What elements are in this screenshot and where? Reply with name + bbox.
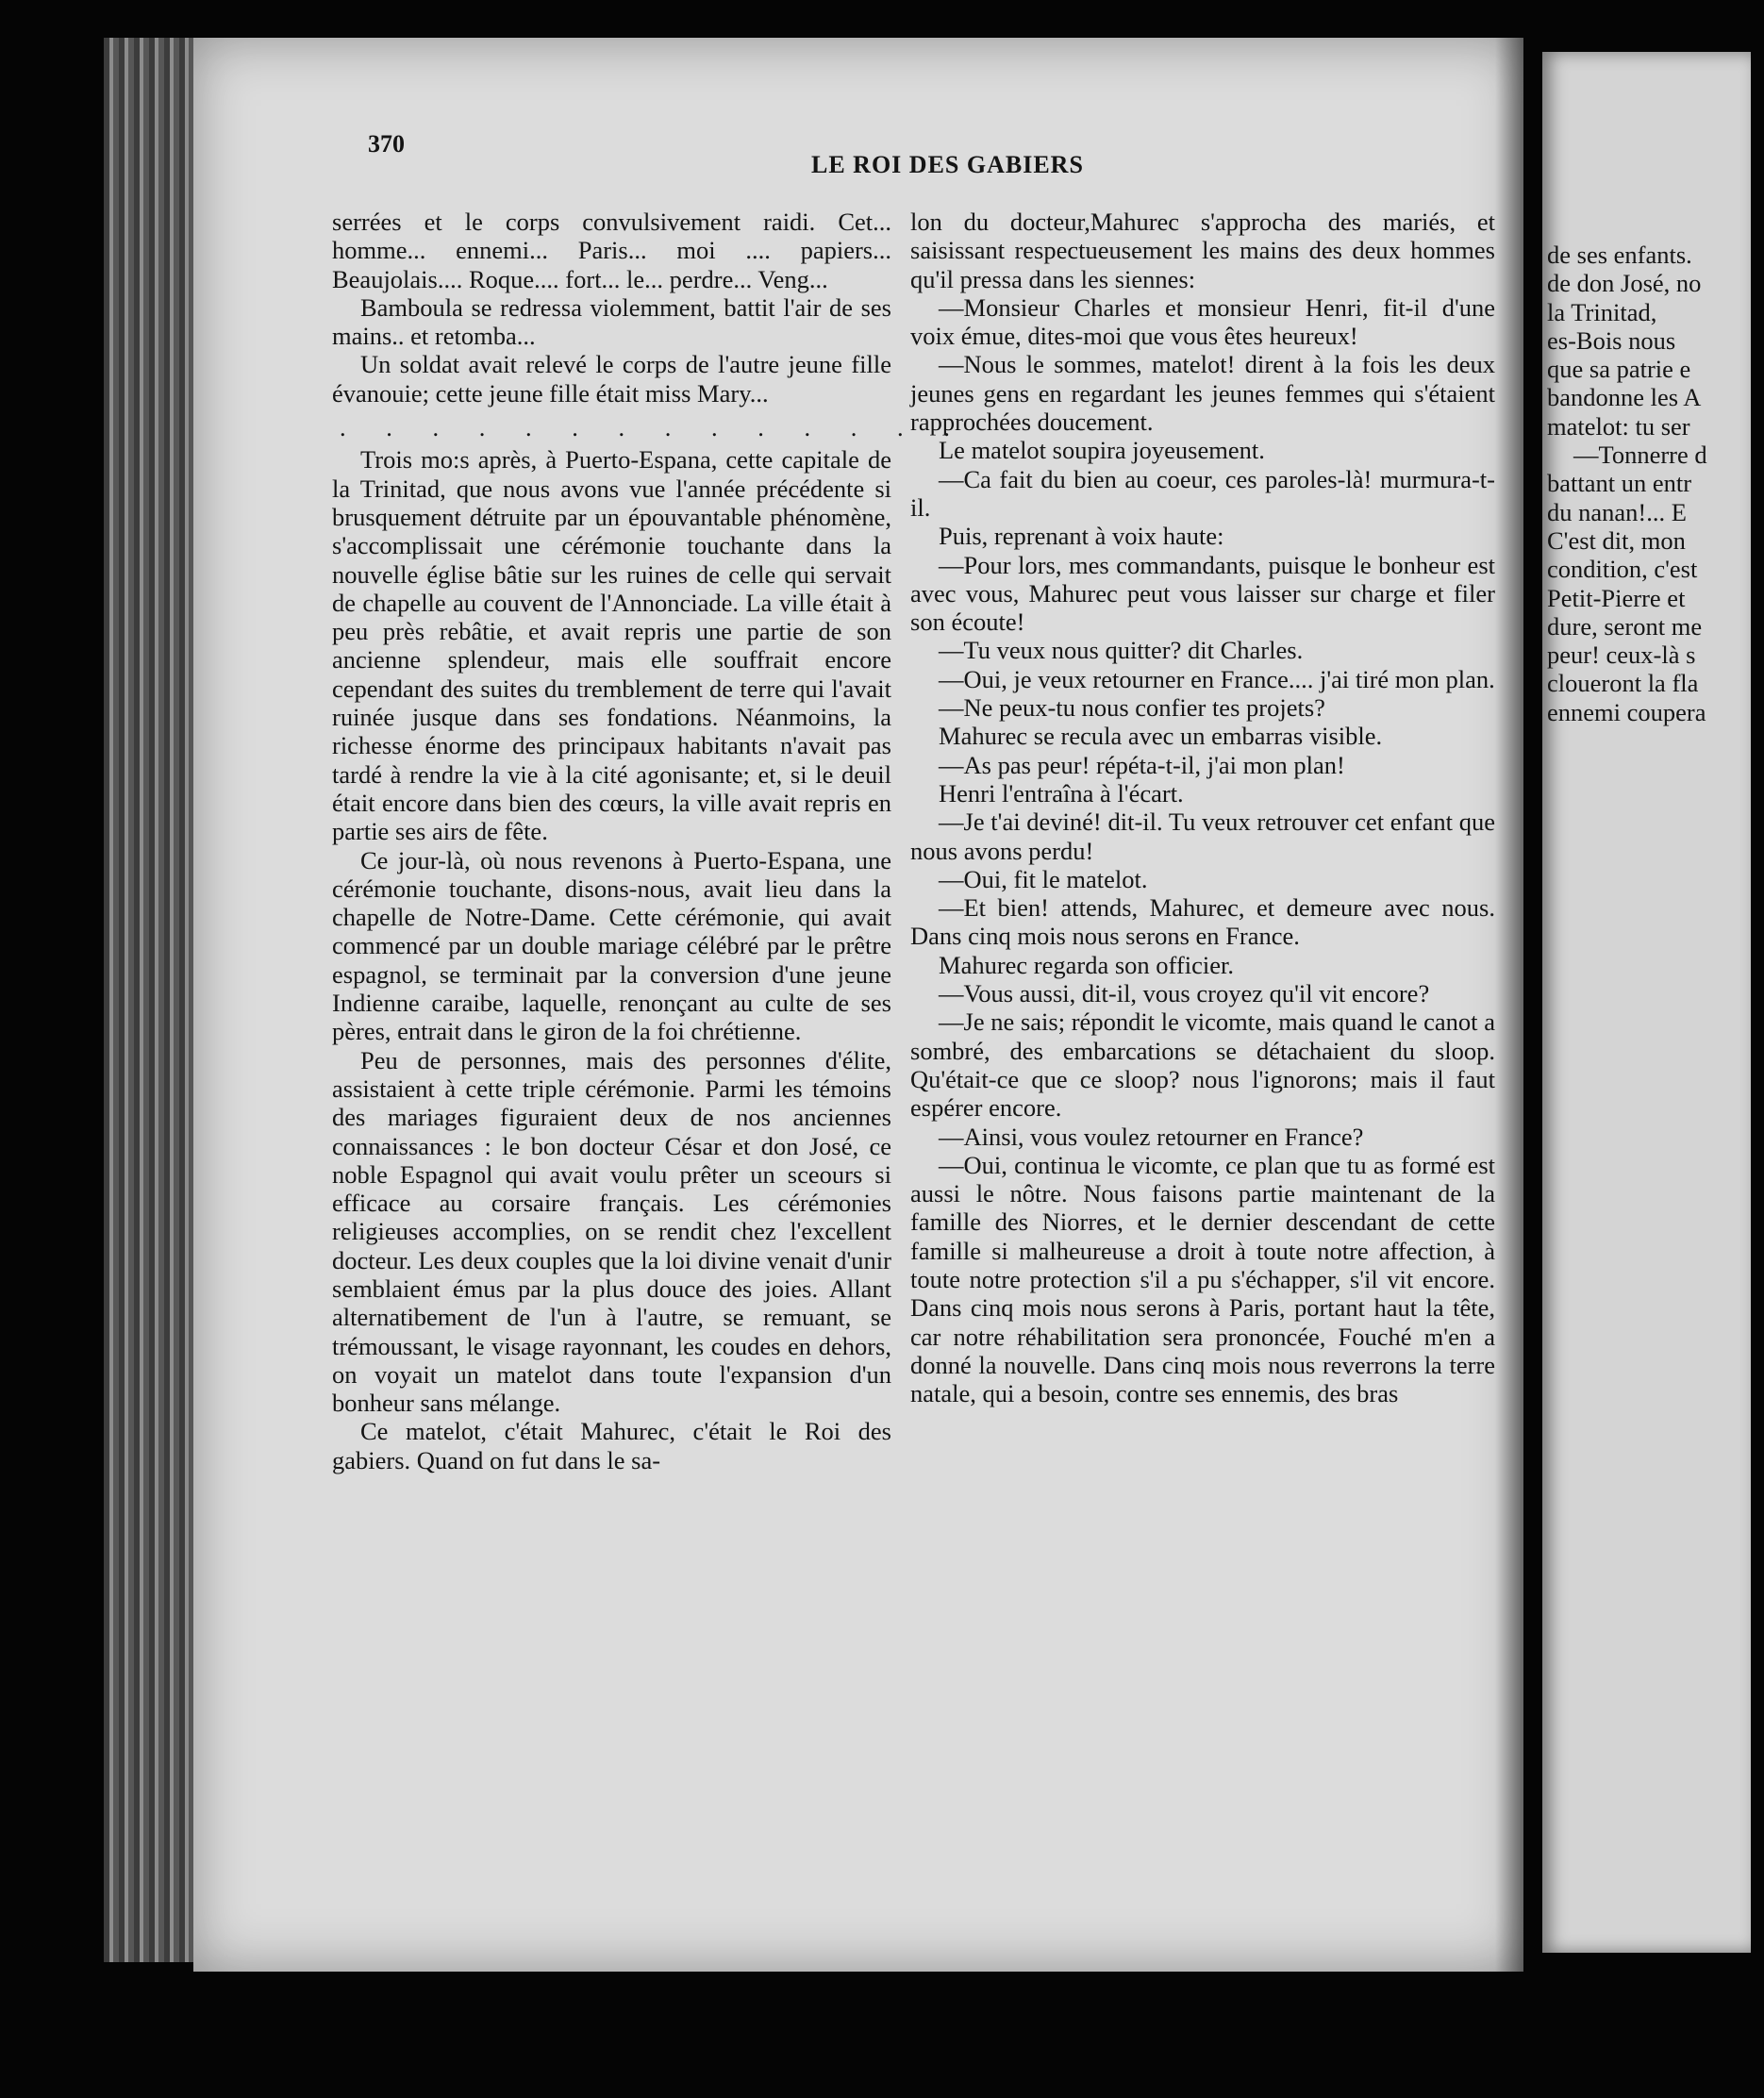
page-number: 370	[368, 130, 405, 158]
paragraph: lon du docteur,Mahurec s'approcha des mariés, et saisissant respectueusement les mains des deux hommes qu'il pressa dans les siennes:	[910, 208, 1495, 293]
fragment-line: bandonne les A	[1547, 383, 1702, 412]
right-text-column	[910, 208, 1495, 1407]
fragment-line: C'est dit, mon	[1547, 525, 1686, 555]
fragment-line: dure, seront me	[1547, 611, 1703, 641]
fragment-line: cloueront la fla	[1547, 669, 1699, 698]
fragment-line: Petit-Pierre et	[1547, 583, 1686, 612]
running-head: LE ROI DES GABIERS	[811, 151, 1084, 178]
paragraph: Trois mo:s après, à Puerto-Espana, cette capitale de la Trinitad, que nous avons vue l'année précédente si brusquement détruite par un épouvantable phénomène, s'accomplissait une cérémonie touchante dans la nouvelle église bâtie sur les ruines de celle qui servait de chapelle au couvent de l'Annonciade. La ville était à peu près rebâtie, et avait repris une partie de son ancienne splendeur, mais elle souffrait encore cependant des suites du tremblement de terre qui l'avait ruinée jusque dans ses fondations. Néanmoins, la richesse énorme des principaux habitants n'avait pas tardé à rendre la vie à la cité agonisante; et, si le deuil était encore dans bien des cœurs, la ville avait repris en partie ses airs de fête.	[332, 445, 891, 846]
paragraph: Mahurec se recula avec un embarras visible.	[939, 722, 1383, 751]
fragment-line: la Trinitad,	[1547, 297, 1657, 326]
paragraph: Henri l'entraîna à l'écart.	[939, 778, 1184, 808]
paragraph: serrées et le corps convulsivement raidi. Cet... homme... ennemi... Paris... moi .... papiers... Beaujolais.... Roque.... fort... le... perdre... Veng...	[332, 208, 891, 293]
paragraph: —Pour lors, mes commandants, puisque le bonheur est avec vous, Mahurec peut vous laisser sur charge et filer son écoute!	[910, 550, 1495, 637]
book-page-edges	[104, 38, 208, 1962]
fragment-line: matelot: tu ser	[1547, 411, 1690, 441]
fragment-line: ennemi coupera	[1547, 697, 1706, 726]
paragraph: —Je t'ai deviné! dit-il. Tu veux retrouver cet enfant que nous avons perdu!	[910, 808, 1495, 865]
paragraph: Un soldat avait relevé le corps de l'autre jeune fille évanouie; cette jeune fille était miss Mary...	[332, 350, 891, 408]
fragment-line: du nanan!... E	[1547, 497, 1687, 526]
next-page-text-fragment	[1547, 241, 1764, 726]
fragment-line: condition, c'est	[1547, 555, 1698, 584]
paragraph: —Monsieur Charles et monsieur Henri, fit-il d'une voix émue, dites-moi que vous êtes heureux!	[910, 292, 1495, 351]
paragraph: Ce jour-là, où nous revenons à Puerto-Espana, une cérémonie touchante, disons-nous, avait lieu dans la chapelle de Notre-Dame. Cette cérémonie, qui avait commencé par un double mariage célébré par le prêtre espagnol, se terminait par la conversion d'une jeune Indienne caraibe, laquelle, renonçant au culte de ses pères, entrait dans le giron de la foi chrétienne.	[332, 845, 891, 1046]
paragraph: —As pas peur! répéta-t-il, j'ai mon plan!	[939, 750, 1345, 779]
paragraph: —Et bien! attends, Mahurec, et demeure avec nous. Dans cinq mois nous serons en France.	[910, 893, 1495, 951]
section-break-dots: . . . . . . . . . . . . . .	[340, 413, 967, 442]
paragraph: —Vous aussi, dit-il, vous croyez qu'il vit encore?	[939, 979, 1430, 1008]
paragraph: —Ne peux-tu nous confier tes projets?	[939, 693, 1325, 723]
paragraph: —Oui, continua le vicomte, ce plan que tu as formé est aussi le nôtre. Nous faisons partie maintenant de la famille des Niorres, et le dernier descendant de cette famille si malheureuse a droit à toute notre affection, à toute notre protection s'il a pu s'échapper, s'il vit encore. Dans cinq mois nous serons à Paris, portant haut la tête, car notre réhabilitation sera prononcée, Fouché m'en a donné la nouvelle. Dans cinq mois nous reverrons la terre natale, qui a besoin, contre ses ennemis, des bras	[910, 1150, 1495, 1408]
fragment-line: que sa patrie e	[1547, 355, 1691, 384]
paragraph: Ce matelot, c'était Mahurec, c'était le Roi des gabiers. Quand on fut dans le sa-	[332, 1417, 891, 1474]
paragraph: —Nous le sommes, matelot! dirent à la fois les deux jeunes gens en regardant les jeunes femmes qui s'étaient rapprochées doucement.	[910, 350, 1495, 437]
paragraph: Mahurec regarda son officier.	[939, 950, 1234, 979]
paragraph: —Je ne sais; répondit le vicomte, mais quand le canot a sombré, des embarcations se détachaient du sloop. Qu'était-ce que ce sloop? nous l'ignorons; mais il faut espérer encore.	[910, 1007, 1495, 1123]
left-text-column	[332, 208, 967, 1474]
paragraph: —Ainsi, vous voulez retourner en France?	[939, 1122, 1364, 1151]
fragment-line: es-Bois nous	[1547, 325, 1676, 355]
paragraph: —Ca fait du bien au coeur, ces paroles-là! murmura-t-il.	[910, 464, 1495, 522]
paragraph: Le matelot soupira joyeusement.	[939, 436, 1265, 465]
fragment-line: de don José, no	[1547, 269, 1702, 298]
fragment-line: peur! ceux-là s	[1547, 641, 1696, 670]
paragraph: Peu de personnes, mais des personnes d'élite, assistaient à cette triple cérémonie. Parmi les témoins des mariages figuraient deux de nos anciennes connaissances : le bon docteur César et don José, ce noble Espagnol qui avait voulu prêter un sceours si efficace au corsaire français. Les cérémonies religieuses accomplies, on se rendit chez l'excellent docteur. Les deux couples que la loi divine venait d'unir semblaient émus par la plus douce des joies. Allant alternatibement de l'un à l'autre, se remuant, se trémoussant, le visage rayonnant, les coudes en dehors, on voyait un matelot dans toute l'expansion d'un bonheur sans mélange.	[332, 1045, 891, 1418]
paragraph: —Oui, je veux retourner en France.... j'ai tiré mon plan.	[939, 664, 1495, 693]
fragment-line: battant un entr	[1547, 469, 1692, 498]
paragraph: —Oui, fit le matelot.	[939, 864, 1148, 893]
paragraph: Puis, reprenant à voix haute:	[939, 522, 1224, 551]
paragraph: —Tu veux nous quitter? dit Charles.	[939, 636, 1304, 665]
paragraph: Bamboula se redressa violemment, battit l'air de ses mains.. et retomba...	[332, 292, 891, 351]
fragment-line: —Tonnerre d	[1573, 441, 1707, 470]
fragment-line: de ses enfants.	[1547, 241, 1692, 269]
